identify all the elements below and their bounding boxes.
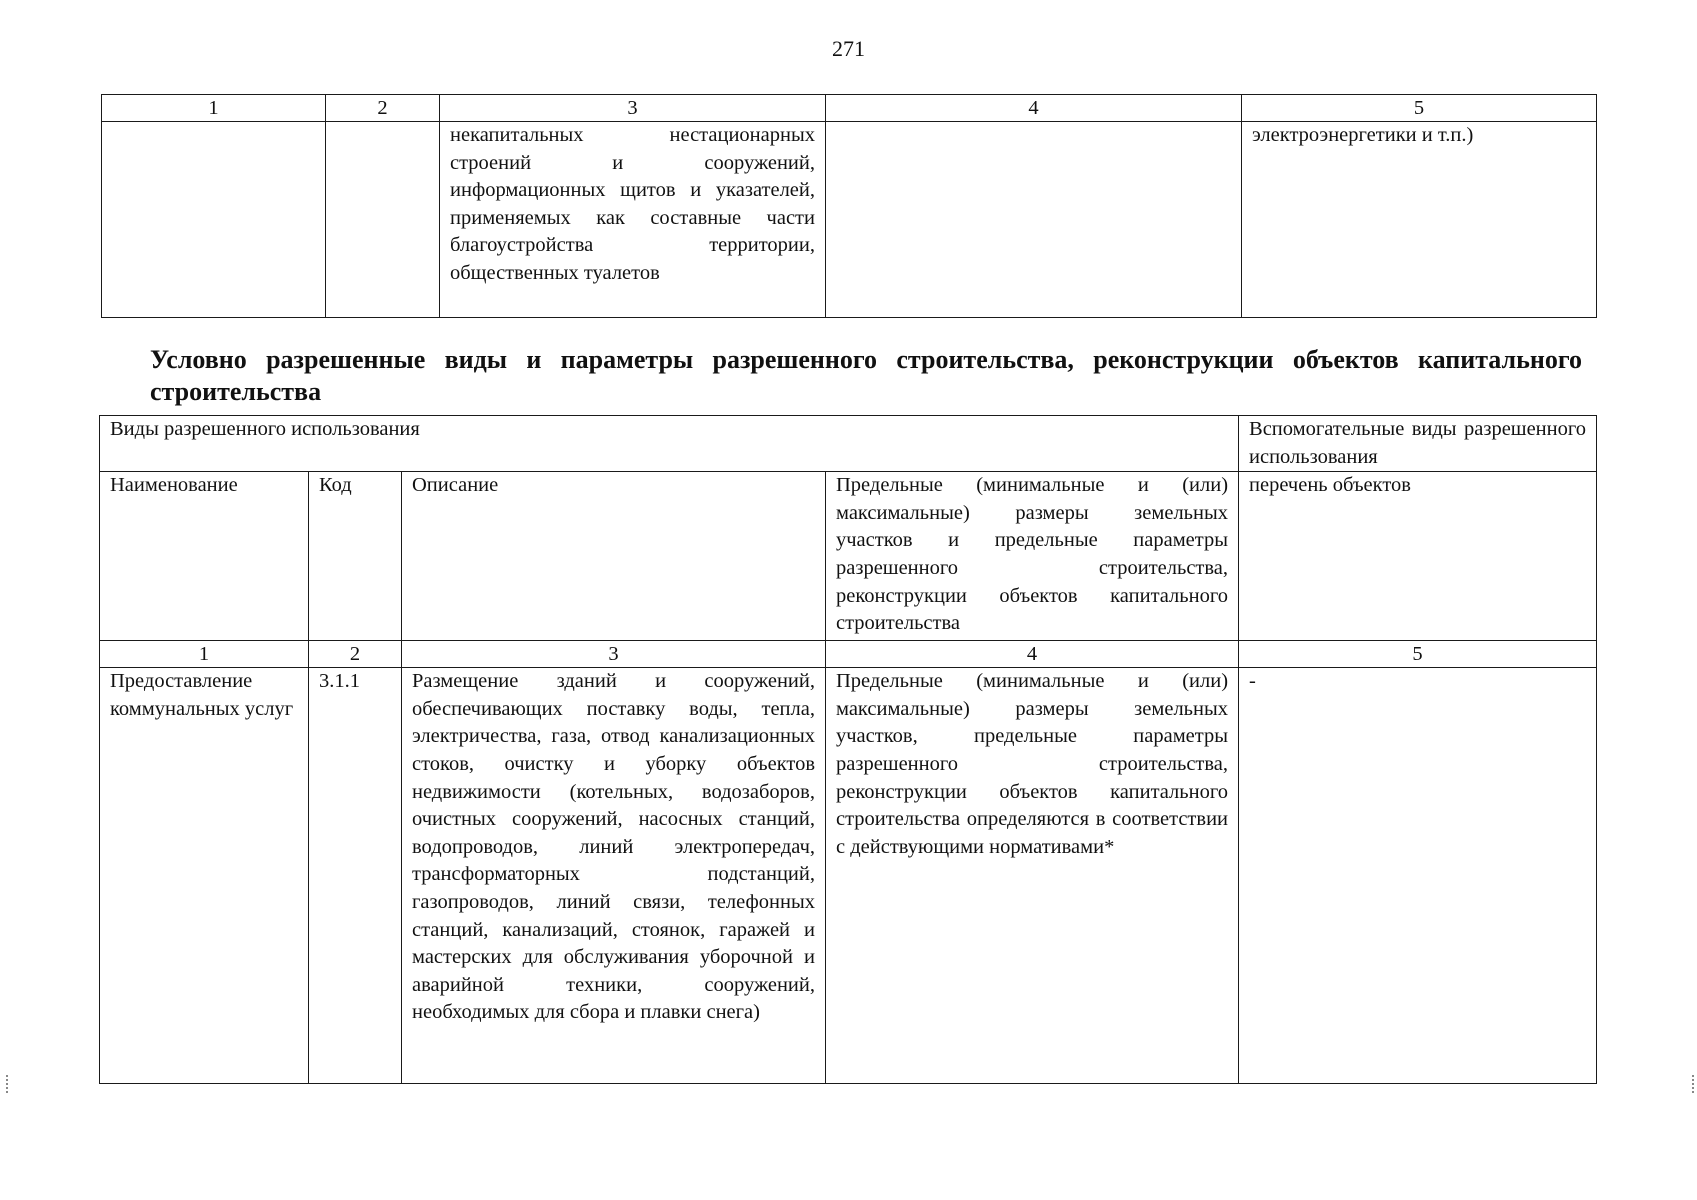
- permitted-use-table: [99, 415, 1597, 1084]
- column-header-limits: [826, 472, 1239, 641]
- column-number-4: 4: [826, 641, 1239, 668]
- column-header-name: Наименование: [100, 472, 309, 641]
- column-number-4: 4: [826, 95, 1242, 122]
- column-header-limits-text: Предельные (минимальные и (или) максимальные) размеры земельных участков и предельные параметры разрешенного строительства, реконструкции объектов капитального строительства: [836, 474, 1229, 635]
- section-heading: Условно разрешенные виды и параметры разрешенного строительства, реконструкции объектов капитального строительства: [150, 345, 1582, 406]
- table-row: [100, 668, 1597, 1084]
- group-header-right-text: Вспомогательные виды разрешенного использования: [1249, 418, 1587, 468]
- column-header-description: Описание: [402, 472, 826, 641]
- column-number-3: 3: [440, 95, 826, 122]
- group-header-right: [1239, 416, 1597, 472]
- cell-col2: [326, 122, 440, 318]
- cell-col4: [826, 122, 1242, 318]
- cell-limits-text: Предельные (минимальные и (или) максимальные) размеры земельных участков, предельные параметры разрешенного строительства, реконструкции объектов капитального строительства определяются в соответствии с действующими нормативами*: [836, 670, 1229, 858]
- column-number-3: 3: [402, 641, 826, 668]
- column-number-1: 1: [102, 95, 326, 122]
- column-number-1: 1: [100, 641, 309, 668]
- column-number-row: [100, 641, 1597, 668]
- column-header-code: Код: [309, 472, 402, 641]
- column-number-2: 2: [309, 641, 402, 668]
- cell-col3-text: некапитальных нестационарных строений и сооружений, информационных щитов и указателей, применяемых как составные части благоустройства территории, общественных туалетов: [450, 124, 815, 284]
- group-header-left: Виды разрешенного использования: [100, 416, 1239, 472]
- continuation-table: [101, 94, 1597, 318]
- cell-code: 3.1.1: [309, 668, 402, 1084]
- scan-mark-left: [6, 1075, 10, 1093]
- table-row: [102, 122, 1597, 318]
- column-number-2: 2: [326, 95, 440, 122]
- cell-description-text: Размещение зданий и сооружений, обеспечивающих поставку воды, тепла, электричества, газа, отвод канализационных стоков, очистку и уборку объектов недвижимости (котельных, водозаборов, очистных сооружений, насосных станций, водопроводов, линий электропередач, трансформаторных подстанций, газопроводов, линий связи, телефонных станций, канализаций, стоянок, гаражей и мастерских для обслуживания уборочной и аварийной техники, сооружений, необходимых для сбора и плавки снега): [412, 670, 815, 1024]
- cell-col1: [102, 122, 326, 318]
- page-number: 271: [832, 36, 865, 61]
- scan-mark-right: [1692, 1075, 1696, 1093]
- cell-name: Предоставление коммунальных услуг: [100, 668, 309, 1084]
- cell-col5: электроэнергетики и т.п.): [1242, 122, 1597, 318]
- group-header-row: [100, 416, 1597, 472]
- cell-limits: [826, 668, 1239, 1084]
- cell-description: [402, 668, 826, 1084]
- column-header-row: [100, 472, 1597, 641]
- column-number-5: 5: [1239, 641, 1597, 668]
- cell-col3: [440, 122, 826, 318]
- cell-objects: -: [1239, 668, 1597, 1084]
- table-header-row: [102, 95, 1597, 122]
- column-header-objects: перечень объектов: [1239, 472, 1597, 641]
- column-number-5: 5: [1242, 95, 1597, 122]
